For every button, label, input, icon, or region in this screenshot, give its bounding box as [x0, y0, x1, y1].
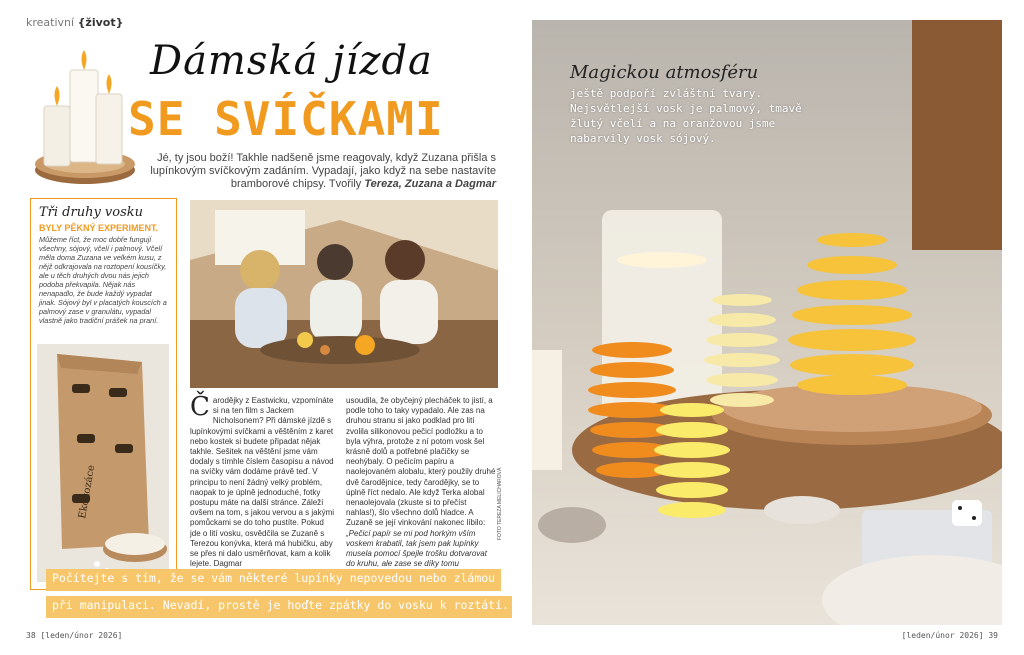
issue-right: [leden/únor 2026] [901, 631, 984, 640]
column-1-text: arodějky z Eastwicku, vzpomínáte si na ten film s Jackem Nicholsonem? Při dámské jízdě s lupínkovými svíčkami a věštěním z karet nebo kostek si budete připadat nějak takhle. Sešitek na věštění jsme vám dodaly s tímhle číslem časopisu a návod na svíčky vám dodáme právě teď. V principu to není žádný velký problém, naopak to je úplně jednoduché, fotky postupu máte na další stránce. Záleží ovšem na tom, s jakou vervou a s jakými pomůckami se do toho pustíte. Pokud jde o lití vosku, osvědčila se Zuzaně s Terezou konývka, která má hubičku, aby se přes ni dalo usměrňovat, kam a kolik lejete. Dagmar [190, 396, 335, 569]
lead-credit-names: Tereza, Zuzana a Dagmar [364, 178, 496, 190]
pull-quote-line-1: Počítejte s tím, že se vám některé lupínky nepovedou nebo zlámou [46, 569, 501, 591]
kicker-section: život [85, 16, 116, 29]
wax-bag-illustration [37, 344, 169, 582]
page-number-left: 38 [26, 631, 36, 640]
issue-left: [leden/únor 2026] [40, 631, 123, 640]
right-page [512, 0, 1024, 655]
title-line-2: SE SVÍČKAMI [128, 92, 444, 146]
page-number-right: 39 [988, 631, 998, 640]
photo-caption: ještě podpoří zvláštní tvary. Nejsvětlejší vosk je palmový, tmavě žlutý včelí a na oranžovou jsme nabarvily vosk sójový. [570, 87, 802, 145]
photo-caption-title: Magickou atmosféru [570, 62, 759, 83]
box-title: Tři druhy vosku [39, 205, 144, 220]
bag-label: Ekokozáce [77, 464, 98, 520]
title-line-1: Dámská jízda [150, 38, 433, 84]
column-2-quote: „Pečicí papír se mi pod horkým vším voskem krabatil, tak jsem pak lupínky musela pomocí špejle trošku dotvarovat do kruhu, ale zase se díky tomu [346, 528, 487, 569]
drop-cap: Č [190, 392, 210, 422]
section-kicker: kreativní {život} [26, 16, 124, 29]
kicker-prefix: kreativní [26, 16, 75, 29]
left-folio [26, 631, 122, 640]
column-2-text: usoudila, že obyčejný plecháček to jistí, a podle toho to taky vypadalo. Ale zas na druhou stranu si jako podklad pro lití zvolila silikonovou pečicí podložku a to byla výhra, protože z ní potom vosk šel krásně dolů a potřebné plačičky se neohýbaly. O pečicím papíru a naolejovaném alobalu, který použily druhé dvě čarodějnice, tedy čarodějky, se to úplně říct nedalo. Ale když Terka alobal nenaolejovala (zkuste si to přečíst nahlas!), šlo všechno dolů hladce. A Zuzaně se její vinkování nakonec líbilo: [346, 396, 496, 528]
right-folio [902, 631, 998, 640]
lead-text: Jé, ty jsou boží! Takhle nadšeně jsme reagovaly, když Zuzana přišla s lupínkovým svíčkovým zadáním. Vypadají, jako když na sebe nastavíte bramborové chipsy. [150, 152, 496, 190]
article-column-1 [190, 392, 335, 569]
photo-credit: FOTO TEREZA MELICHAROVÁ [497, 467, 503, 540]
article-column-2 [346, 396, 498, 569]
pull-quote-line-2: při manipulaci. Nevadí, prostě je hoďte zpátky do vosku k roztátí. [46, 596, 515, 618]
sidebar-box [30, 198, 177, 590]
box-subtitle: BYLY PĚKNÝ EXPERIMENT. [39, 223, 159, 233]
wax-bag-photo [37, 344, 169, 582]
lead-credit-label: Tvořily [328, 178, 362, 190]
lead-paragraph [120, 152, 496, 191]
women-crafting-illustration [190, 200, 498, 388]
women-crafting-photo [190, 200, 498, 388]
box-text: Můžeme říct, že moc dobře fungují všechny, sójový, včelí i palmový. Včelí měla doma Zuzana ve velkém kusu, z nějž odkrajovala na roztopení kousíčky, ale u těch druhých dvou nás jejich podoba překvapila. Nějak nás nenapadlo, že bude každý vypadat jinak. Sójový byl v placatých kouscích a palmový zase v granulátu, vypadal vlastně jako tradiční prášek na praní. [39, 235, 167, 325]
